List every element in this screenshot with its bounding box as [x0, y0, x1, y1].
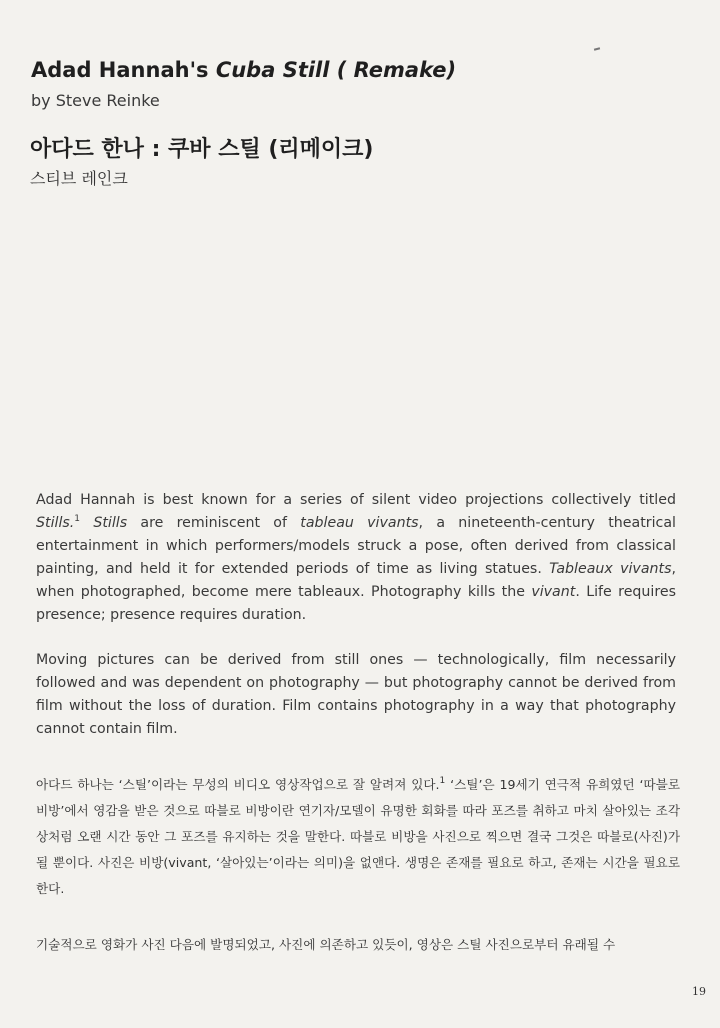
text-run: , when photographed, become mere tableaux. Photography kills the [36, 561, 676, 600]
scan-mark [594, 47, 600, 50]
english-paragraph-2 [36, 649, 676, 741]
italic-stills: Stills [93, 515, 128, 531]
byline-korean: 스티브 레인크 [30, 169, 128, 188]
korean-paragraph-2 [36, 932, 680, 958]
text-run: ‘스틸’은 19세기 연극적 유희였던 ‘따블로 비방’에서 영감을 받은 것으로 따블로 비방이란 연기자/모델이 유명한 회화를 따라 포즈를 취하고 마치 살아있는 조각상처럼 오랜 시간 동안 그 포즈를 유지하는 것을 말한다. 따블로 비방을 사진으로 찍으면 결국 그것은 따블로(사진)가 될 뿐이다. 사진은 비방(vivant, ‘살아있는’이라는 의미)을 없앤다. 생명은 존재를 필요로 하고, 존재는 시간을 필요로 한다. [36, 777, 680, 896]
title-en-work: Cuba Still ( Remake) [215, 58, 457, 82]
english-paragraph-1 [36, 489, 676, 627]
text-run: 아다드 하나는 ‘스틸’이라는 무성의 비디오 영상작업으로 잘 알려져 있다. [36, 777, 440, 792]
title-korean: 아다드 한나 : 쿠바 스틸 (리메이크) [30, 137, 374, 162]
footnote-marker: 1 [74, 514, 81, 524]
footnote-marker: 1 [439, 776, 446, 786]
paragraph-text: Moving pictures can be derived from still ones — technologically, film necessarily followed and was dependent on photography — but photography cannot be derived from film without the loss of duration. Film contains photography in a way that photography cannot contain film. [36, 652, 676, 737]
korean-paragraph-1 [36, 772, 680, 902]
paragraph-text: 기술적으로 영화가 사진 다음에 발명되었고, 사진에 의존하고 있듯이, 영상은 스틸 사진으로부터 유래될 수 [36, 937, 616, 952]
byline-english: by Steve Reinke [31, 91, 160, 110]
title-english [31, 58, 456, 82]
title-en-main: Adad Hannah's [31, 58, 216, 82]
page-number: 19 [692, 985, 706, 998]
text-run: Adad Hannah is best known for a series of silent video projections collectively titled [36, 492, 676, 508]
text-run: , a nineteenth-century theatrical entertainment in which performers/models struck a pose, often derived from classical painting, and held it for extended periods of time as living statues. [36, 515, 676, 577]
italic-stills: Stills. [36, 515, 75, 531]
text-run: are reminiscent of [127, 515, 301, 531]
italic-vivant: vivant [531, 584, 576, 600]
italic-tableau: tableau vivants [300, 515, 419, 531]
text-run: . Life requires presence; presence requires duration. [36, 584, 676, 623]
italic-tableaux: Tableaux vivants [549, 561, 672, 577]
